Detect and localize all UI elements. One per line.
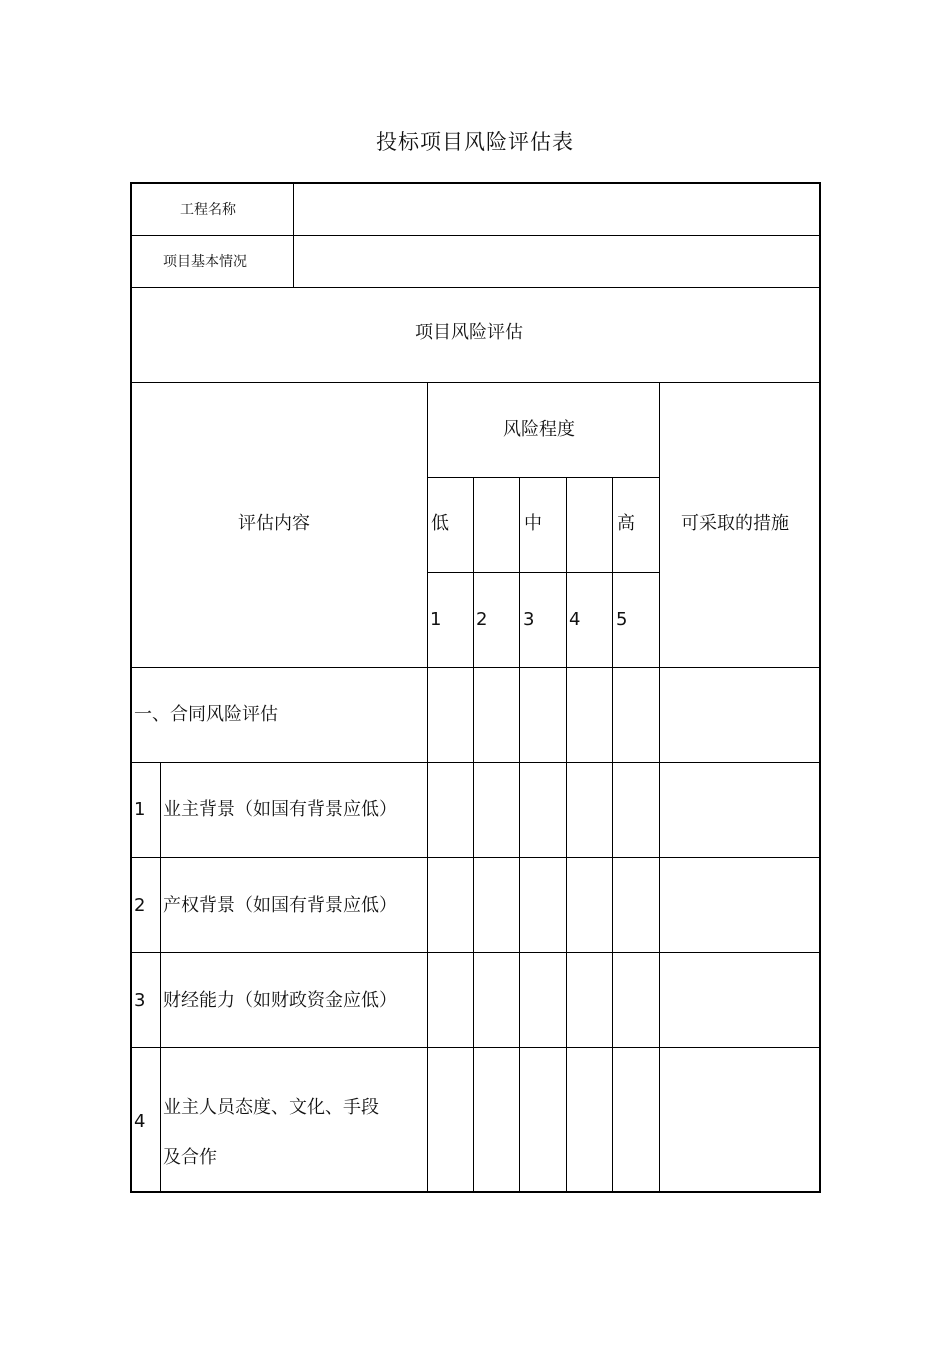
row-divider bbox=[131, 857, 820, 858]
level-medium: 中 bbox=[524, 513, 542, 534]
item-text-line: 业主人员态度、文化、手段 bbox=[163, 1097, 379, 1118]
row-divider bbox=[131, 762, 820, 763]
row-divider bbox=[131, 667, 820, 668]
item-text: 产权背景（如国有背景应低） bbox=[163, 895, 397, 916]
score-2: 2 bbox=[476, 609, 488, 630]
document-title: 投标项目风险评估表 bbox=[376, 130, 574, 154]
item-text-line: 及合作 bbox=[163, 1147, 217, 1168]
measures-column-header: 可采取的措施 bbox=[681, 513, 789, 534]
score-1: 1 bbox=[430, 609, 442, 630]
project-basic-label: 项目基本情况 bbox=[163, 254, 247, 270]
item-number: 1 bbox=[134, 799, 146, 820]
row-divider bbox=[131, 235, 820, 236]
content-column-header: 评估内容 bbox=[238, 513, 310, 534]
row-divider bbox=[131, 382, 820, 383]
section-title: 一、合同风险评估 bbox=[134, 704, 278, 725]
row-divider bbox=[131, 287, 820, 288]
column-divider bbox=[519, 477, 520, 1192]
level-low: 低 bbox=[431, 513, 449, 534]
column-divider bbox=[293, 183, 294, 287]
item-text: 业主背景（如国有背景应低） bbox=[163, 799, 397, 820]
column-divider bbox=[427, 382, 428, 1192]
score-4: 4 bbox=[569, 609, 581, 630]
row-divider bbox=[427, 477, 659, 478]
column-divider bbox=[659, 382, 660, 1192]
item-number: 2 bbox=[134, 895, 146, 916]
item-text: 财经能力（如财政资金应低） bbox=[163, 990, 397, 1011]
item-number: 4 bbox=[134, 1111, 146, 1132]
risk-level-header: 风险程度 bbox=[503, 419, 575, 440]
score-3: 3 bbox=[523, 609, 535, 630]
score-5: 5 bbox=[616, 609, 628, 630]
column-divider bbox=[566, 477, 567, 1192]
row-divider bbox=[427, 572, 659, 573]
item-number: 3 bbox=[134, 990, 146, 1011]
risk-section-title: 项目风险评估 bbox=[415, 322, 523, 343]
row-divider bbox=[131, 952, 820, 953]
column-divider bbox=[160, 762, 161, 1192]
row-divider bbox=[131, 1047, 820, 1048]
item-text bbox=[163, 1083, 379, 1183]
column-divider bbox=[473, 477, 474, 1192]
column-divider bbox=[612, 477, 613, 1192]
level-high: 高 bbox=[617, 513, 635, 534]
project-name-label: 工程名称 bbox=[180, 202, 236, 218]
